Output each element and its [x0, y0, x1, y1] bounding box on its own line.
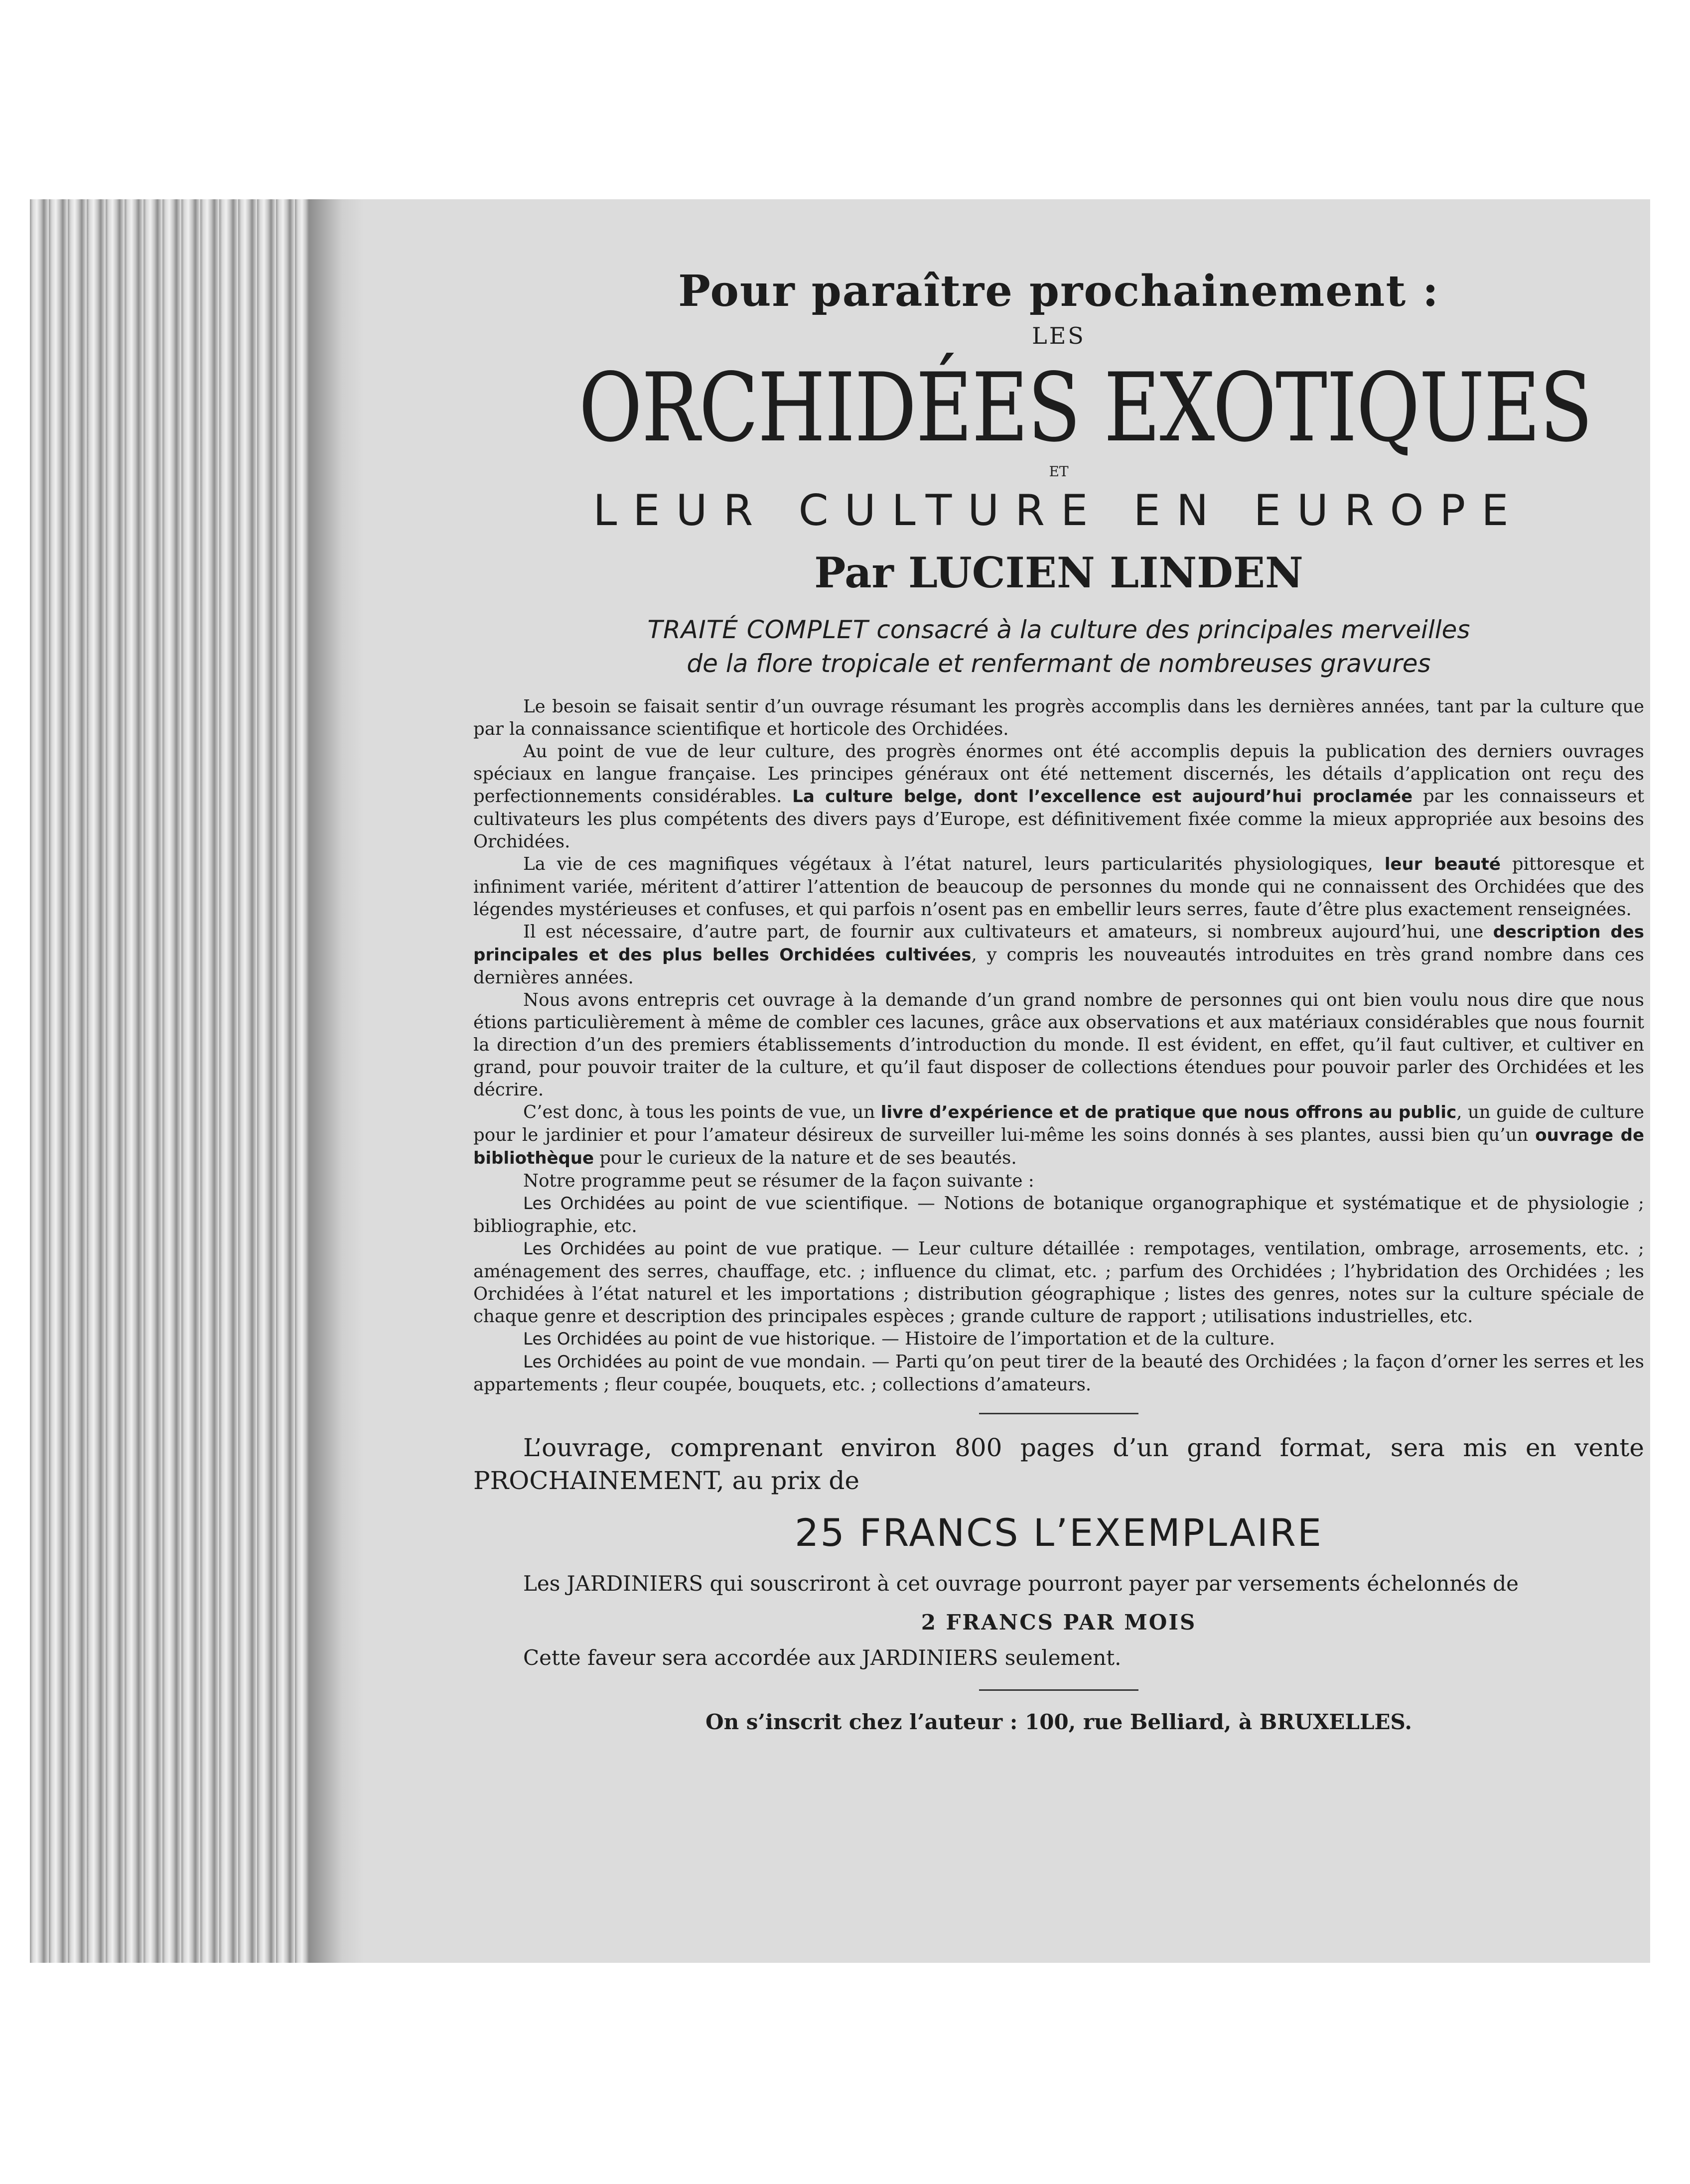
- advertisement-column: [473, 264, 1644, 1948]
- paragraph-6-text-e: pour le curieux de la nature et de ses beautés.: [594, 1148, 1017, 1168]
- program-label: Les Orchidées au point de vue historique.: [523, 1329, 876, 1349]
- paragraph-6-text-c: , un guide de culture pour le jardinier et pour l’amateur désireux de surveiller lui-même les soins donnés à ses plantes, aussi bien qu’un: [473, 1102, 1644, 1145]
- tagline: [473, 613, 1644, 681]
- paragraph-1: Le besoin se faisait sentir d’un ouvrage résumant les progrès accomplis dans les dernières années, tant par la culture que par la connaissance scientifique et horticole des Orchidées.: [473, 696, 1644, 739]
- paragraph-5: Nous avons entrepris cet ouvrage à la demande d’un grand nombre de personnes qui ont bien voulu nous dire que nous étions particulièrement à même de combler ces lacunes, grâce aux observations et aux matériaux considérables que nous fournit la direction d’un des premiers établissements d’introduction du monde. Il est évident, en effet, qu’il faut cultiver, et cultiver en grand, pour pouvoir traiter de la culture, et qu’il faut disposer de collections étendues pour pouvoir parler des Orchidées et les décrire.: [473, 990, 1644, 1100]
- paragraph-3: [473, 853, 1644, 921]
- title-conjunction: ET: [1049, 463, 1069, 480]
- release-notice: L’ouvrage, comprenant environ 800 pages d’un grand format, sera mis en vente PROCHAINEMENT, au prix de: [473, 1433, 1644, 1495]
- program-label: Les Orchidées au point de vue mondain.: [523, 1352, 866, 1372]
- paragraph-3-text-a: La vie de ces magnifiques végétaux à l’état naturel, leurs particularités physiologiques,: [523, 854, 1385, 874]
- program-item-practical: [473, 1237, 1644, 1328]
- gardeners-offer: Les JARDINIERS qui souscriront à cet ouvrage pourront payer par versements échelonnés de: [523, 1571, 1519, 1596]
- paragraph-2-text-c: par les connaisseurs et cultivateurs les plus compétents des divers pays d’Europe, est définitivement fixée comme la mieux appropriée aux besoins des Orchidées.: [473, 786, 1644, 852]
- announcement-heading: Pour paraître prochainement :: [678, 266, 1439, 316]
- program-label: Les Orchidées au point de vue pratique.: [523, 1239, 883, 1259]
- divider-rule: [979, 1413, 1138, 1414]
- program-label: Les Orchidées au point de vue scientifique.: [523, 1194, 909, 1214]
- subscription-address: On s’inscrit chez l’auteur : 100, rue Belliard, à BRUXELLES.: [705, 1710, 1412, 1734]
- author-line: Par LUCIEN LINDEN: [814, 548, 1303, 597]
- divider-rule: [979, 1689, 1138, 1691]
- paragraph-2: [473, 740, 1644, 853]
- paragraph-3-text-c: pittoresque et infiniment variée, méritent d’attirer l’attention de beaucoup de personnes du monde qui ne connaissent des Orchidées que des légendes mystérieuses et confuses, et qui parfois n’osent pas en embellir leurs serres, faute d’être plus exactement renseignées.: [473, 854, 1644, 920]
- paragraph-4: [473, 921, 1644, 989]
- tagline-line1: consacré à la culture des principales merveilles: [868, 615, 1470, 644]
- paragraph-2-bold: La culture belge, dont l’excellence est aujourd’hui proclamée: [792, 787, 1413, 807]
- paragraph-6-bold-1: livre d’expérience et de pratique que nous offrons au public: [880, 1102, 1457, 1122]
- program-item-scientific: [473, 1192, 1644, 1237]
- scanned-page: [30, 199, 1650, 1963]
- paragraph-4-text-a: Il est nécessaire, d’autre part, de fournir aux cultivateurs et amateurs, si nombreux aujourd’hui, une: [523, 922, 1493, 942]
- program-text: — Parti qu’on peut tirer de la beauté des Orchidées ; la façon d’orner les serres et les appartements ; fleur coupée, bouquets, etc. ; collections d’amateurs.: [473, 1352, 1644, 1395]
- book-gutter: [309, 199, 364, 1963]
- paragraph-6-bold-2: ouvrage de bibliothèque: [473, 1125, 1645, 1168]
- book-subtitle: LEUR CULTURE EN EUROPE: [593, 486, 1525, 536]
- gardeners-only-note: Cette faveur sera accordée aux JARDINIERS seulement.: [523, 1645, 1122, 1670]
- paragraph-2-text-a: Au point de vue de leur culture, des progrès énormes ont été accomplis depuis la publication des derniers ouvrages spéciaux en langue française. Les principes généraux ont été nettement discernés, les détails d’application ont reçu des perfectionnements considérables.: [473, 741, 1644, 807]
- paragraph-7: Notre programme peut se résumer de la façon suivante :: [523, 1171, 1034, 1191]
- paragraph-3-bold: leur beauté: [1384, 854, 1501, 874]
- paragraph-4-text-c: , y compris les nouveautés introduites en très grand nombre dans ces dernières années.: [473, 945, 1644, 988]
- paragraph-6-text-a: C’est donc, à tous les points de vue, un: [523, 1102, 881, 1122]
- book-page-edges: [30, 199, 334, 1963]
- program-text: — Leur culture détaillée : rempotages, ventilation, ombrage, arrosements, etc. ; aménagement des serres, chauffage, etc. ; influence du climat, etc. ; parfum des Orchidées ; l’hybridation des Orchidées ; les Orchidées à l’état naturel et les importations ; distribution géographique ; listes des genres, notes sur la culture spéciale de chaque genre et description des principales espèces ; grande culture de rapport ; utilisations industrielles, etc.: [473, 1238, 1644, 1327]
- title-article: LES: [1032, 322, 1086, 349]
- installment-amount: 2 FRANCS PAR MOIS: [921, 1610, 1197, 1635]
- paragraph-4-bold: description des principales et des plus belles Orchidées cultivées: [473, 922, 1644, 965]
- book-title: ORCHIDÉES EXOTIQUES: [578, 353, 1592, 463]
- tagline-line2: de la flore tropicale et renfermant de nombreuses gravures: [687, 649, 1431, 678]
- program-text: — Notions de botanique organographique et systématique et de physiologie ; bibliographie, etc.: [473, 1193, 1645, 1236]
- paragraph-6: [473, 1101, 1644, 1170]
- program-item-social: [473, 1351, 1644, 1396]
- program-text: — Histoire de l’importation et de la culture.: [875, 1329, 1275, 1349]
- tagline-caps: TRAITÉ COMPLET: [647, 615, 869, 644]
- program-item-historical: [473, 1328, 1644, 1351]
- price-line: 25 FRANCS L’EXEMPLAIRE: [795, 1510, 1323, 1555]
